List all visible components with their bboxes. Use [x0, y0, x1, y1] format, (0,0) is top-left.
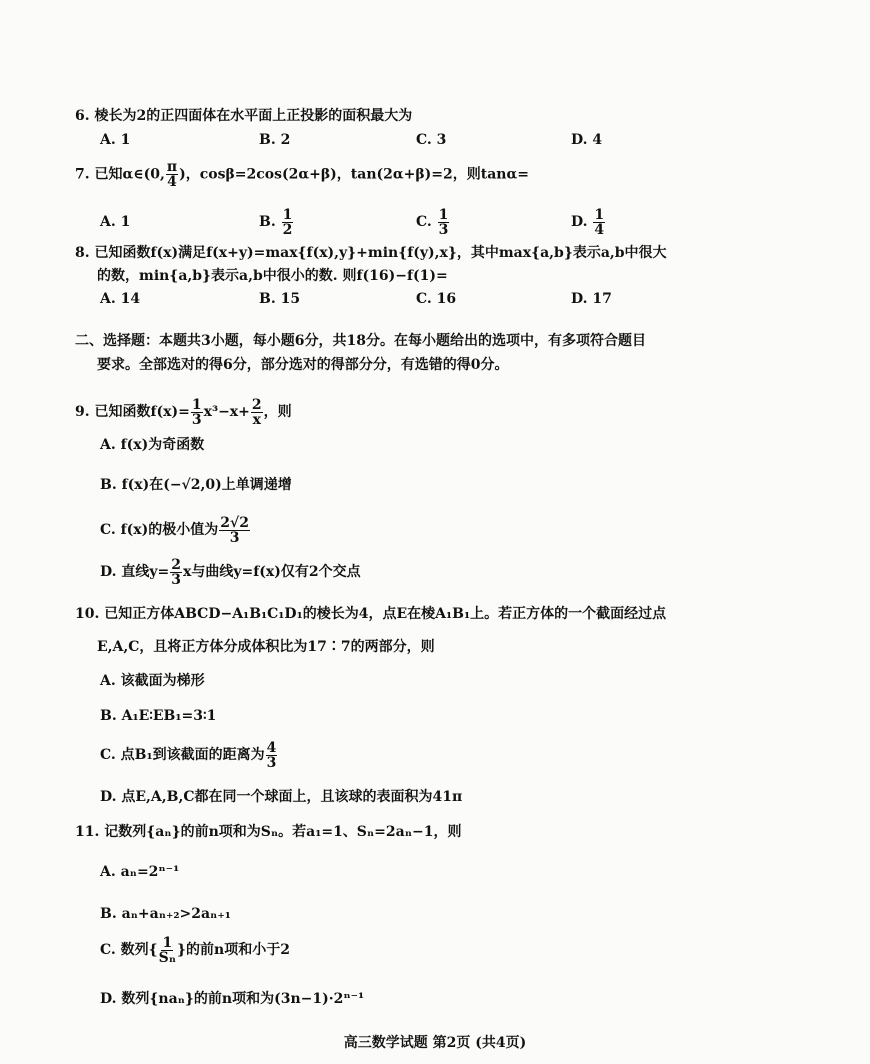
option-d: D. 4 [571, 132, 603, 148]
q10-optc-text: C. 点B₁到该截面的距离为 [100, 747, 265, 763]
question-10-option-a: A. 该截面为梯形 [100, 673, 205, 689]
section-2-heading-line-2: 要求。全部选对的得6分，部分选对的得部分分，有选错的得0分。 [97, 357, 509, 373]
page-footer: 高三数学试题 第2页 (共4页) [343, 1035, 527, 1051]
question-9-option-b: B. f(x)在(−√2,0)上单调递增 [100, 477, 292, 493]
question-9-option-c [100, 514, 251, 546]
question-10-line-2: E,A,C，且将正方体分成体积比为17∶7的两部分，则 [97, 639, 435, 655]
option-c: C. 16 [416, 291, 457, 307]
frac-den: 3 [229, 529, 240, 546]
q9-stem-part-a: 9. 已知函数f(x)= [75, 404, 190, 420]
option-c [416, 206, 450, 238]
question-7-stem [75, 160, 529, 189]
q7-stem-part-a: 7. 已知α∈(0, [75, 166, 165, 183]
q7-stem-part-b: )，cosβ=2cos(2α+β)，tan(2α+β)=2，则tanα= [179, 166, 529, 183]
section-2-heading-line-1: 二、选择题：本题共3小题，每小题6分，共18分。在每小题给出的选项中，有多项符合题目 [75, 333, 646, 349]
question-11-option-d: D. 数列{naₙ}的前n项和为(3n−1)·2ⁿ⁻¹ [100, 991, 365, 1007]
option-d: D. 17 [571, 291, 612, 307]
question-9-option-a: A. f(x)为奇函数 [100, 437, 205, 453]
option-label: B. [259, 214, 276, 230]
question-10-option-b: B. A₁E∶EB₁=3∶1 [100, 708, 217, 724]
question-10-option-c [100, 739, 278, 771]
q9-stem-part-c: ，则 [263, 404, 292, 420]
q9-optc-text: C. f(x)的极小值为 [100, 522, 219, 538]
question-9-option-d [100, 556, 361, 588]
q7-frac-num: π [166, 159, 178, 175]
frac-num: 2√2 [220, 514, 249, 531]
question-8-line-1: 8. 已知函数f(x)满足f(x+y)=max{f(x),y}+min{f(y),x}，其中max{a,b}表示a,b中很大 [75, 245, 667, 261]
question-6-stem: 6. 棱长为2的正四面体在水平面上正投影的面积最大为 [75, 108, 413, 124]
option-label: D. [571, 214, 588, 230]
frac-num: 2 [171, 556, 182, 573]
q11-optc-text-b: }的前n项和小于2 [177, 942, 290, 958]
option-d [571, 206, 606, 238]
question-10-line-1: 10. 已知正方体ABCD−A₁B₁C₁D₁的棱长为4，点E在棱A₁B₁上。若正方体的一个截面经过点 [75, 606, 667, 622]
frac-den: x [252, 411, 261, 428]
q9-optd-text-a: D. 直线y= [100, 564, 170, 580]
frac-den: 4 [594, 221, 605, 238]
frac-num: 1 [162, 934, 173, 951]
question-11-stem: 11. 记数列{aₙ}的前n项和为Sₙ。若a₁=1、Sₙ=2aₙ−1，则 [75, 824, 462, 840]
frac-den: 2 [282, 221, 293, 238]
option-b: B. 15 [259, 291, 301, 307]
frac-num: 1 [191, 396, 202, 413]
question-10-option-d: D. 点E,A,B,C都在同一个球面上，且该球的表面积为41π [100, 789, 463, 805]
question-9-stem [75, 396, 292, 428]
frac-num: 1 [438, 206, 449, 223]
q9-stem-part-b: x³−x+ [203, 404, 250, 420]
option-a: A. 1 [100, 132, 131, 148]
frac-num: 2 [251, 396, 262, 413]
option-b: B. 2 [259, 132, 291, 148]
option-label: C. [416, 214, 432, 230]
frac-den: 3 [266, 754, 277, 771]
frac-den: Sₙ [158, 949, 177, 966]
q11-optc-text-a: C. 数列{ [100, 942, 158, 958]
question-11-option-b: B. aₙ+aₙ₊₂>2aₙ₊₁ [100, 906, 231, 922]
q9-optd-text-b: x与曲线y=f(x)仅有2个交点 [183, 564, 361, 580]
question-11-option-a: A. aₙ=2ⁿ⁻¹ [100, 864, 180, 880]
frac-den: 3 [438, 221, 449, 238]
option-a: A. 14 [100, 291, 141, 307]
q7-frac-den: 4 [167, 174, 177, 190]
question-8-line-2: 的数，min{a,b}表示a,b中很小的数. 则f(16)−f(1)= [97, 268, 448, 284]
option-value: 1 [120, 214, 131, 230]
frac-den: 3 [171, 571, 182, 588]
option-label: A. [100, 214, 116, 230]
option-b [259, 206, 294, 238]
option-c: C. 3 [416, 132, 447, 148]
question-11-option-c [100, 934, 290, 966]
frac-num: 1 [282, 206, 293, 223]
q7-fraction [166, 160, 178, 189]
frac-den: 3 [191, 411, 202, 428]
frac-num: 1 [594, 206, 605, 223]
frac-num: 4 [266, 739, 277, 756]
option-a [100, 206, 130, 238]
